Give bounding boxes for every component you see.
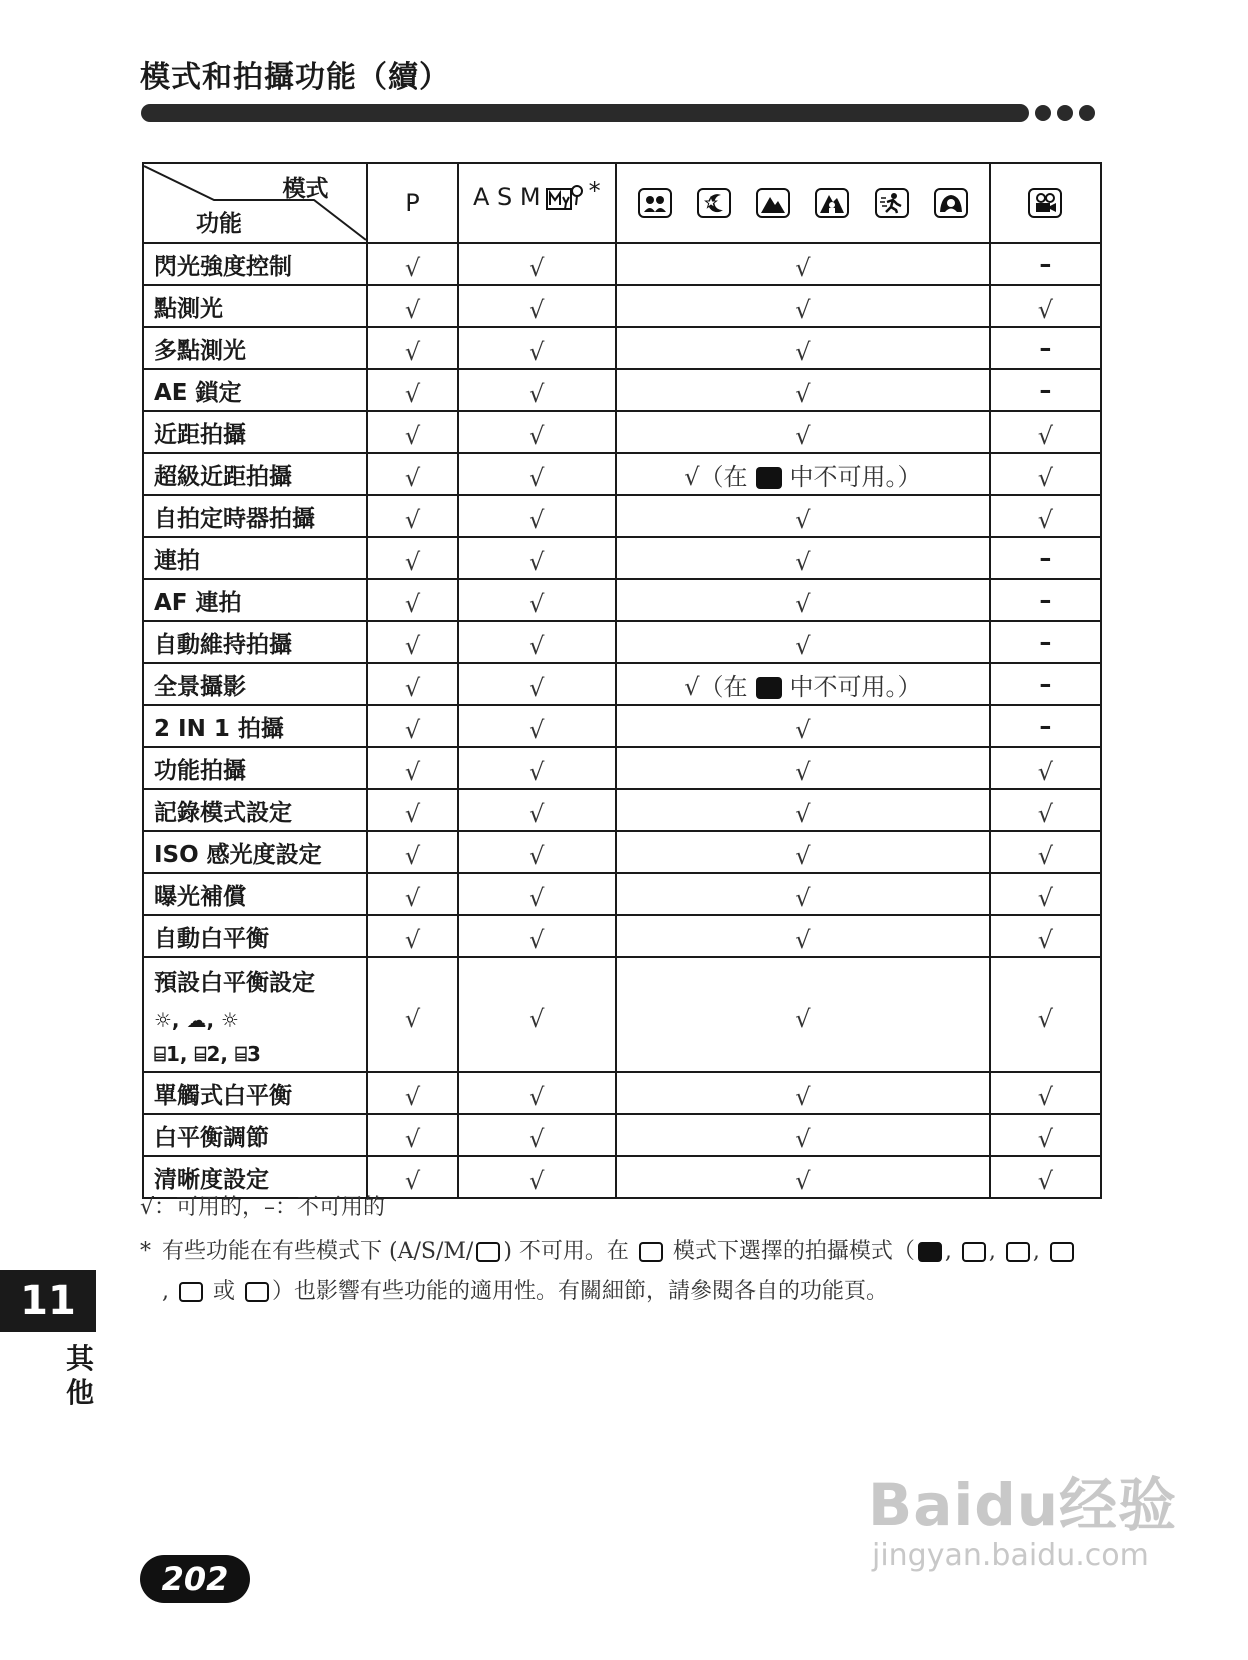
function-label: 點測光 [143, 285, 367, 327]
table-row [143, 243, 1101, 285]
table-row [143, 621, 1101, 663]
movie-mode-mark: √ [1037, 422, 1054, 450]
scene-mode-mark: √ [795, 548, 811, 576]
footnote-text: 或 [213, 1279, 236, 1304]
table-row [143, 663, 1101, 705]
table-row [143, 1072, 1101, 1114]
asm-mode-mark: √ [529, 380, 545, 408]
scene-mode-mark: √ [795, 506, 811, 534]
footnote-asterisk: * [140, 1239, 151, 1264]
column-header-asm [458, 163, 616, 243]
function-label: 功能拍攝 [143, 747, 367, 789]
function-label: 自動白平衡 [143, 915, 367, 957]
corner-header [143, 163, 367, 243]
wb-sun-cloud-icons: ☼, ☁, ☼ [154, 1008, 239, 1032]
p-mode-mark: √ [404, 1167, 421, 1195]
p-mode-mark: √ [404, 380, 421, 408]
table-row [143, 873, 1101, 915]
table-header-row [143, 163, 1101, 243]
asm-mode-mark: √ [529, 926, 545, 954]
scene-mode-mark: √ [795, 590, 811, 618]
asm-mode-mark: √ [529, 464, 545, 492]
watermark-url: jingyan.baidu.com [872, 1538, 1149, 1573]
scene-mode-note [616, 663, 990, 705]
movie-icon [1028, 188, 1062, 218]
night-scene-icon [697, 188, 731, 218]
function-label: 近距拍攝 [143, 411, 367, 453]
scene-note-prefix: √（在 [684, 462, 748, 491]
scene-mode-mark: √ [795, 338, 811, 366]
p-mode-mark: √ [404, 506, 421, 534]
asm-label: A S M [472, 183, 541, 211]
table-row [143, 1114, 1101, 1156]
function-label: AE 鎖定 [143, 369, 367, 411]
landscape-portrait-icon [1050, 1242, 1074, 1262]
function-label: 白平衡調節 [143, 1114, 367, 1156]
movie-mode-mark: – [1039, 670, 1052, 698]
asm-mode-mark: √ [529, 674, 545, 702]
p-mode-mark: √ [404, 926, 421, 954]
table-row [143, 369, 1101, 411]
p-mode-mark: √ [404, 590, 421, 618]
footnote [140, 1232, 1080, 1312]
table-row [143, 579, 1101, 621]
p-mode-mark: √ [404, 674, 421, 702]
title-dot [1079, 105, 1095, 121]
movie-mode-mark: – [1039, 712, 1052, 740]
p-mode-mark: √ [404, 422, 421, 450]
movie-mode-mark: √ [1037, 1004, 1054, 1033]
footnote-text: ) 不可用。在 [503, 1239, 629, 1264]
scene-note-suffix: 中不可用。） [789, 462, 922, 491]
p-mode-mark: √ [404, 758, 421, 786]
p-mode-mark: √ [404, 1083, 421, 1111]
footnote-text: ）也影響有些功能的適用性。有關細節，請參閱各自的功能頁。 [272, 1279, 889, 1304]
asm-mode-mark: √ [529, 884, 545, 912]
asm-mode-mark: √ [529, 590, 545, 618]
table-row [143, 705, 1101, 747]
movie-mode-mark: – [1039, 628, 1052, 656]
p-mode-mark: √ [404, 296, 421, 324]
diagonal-divider [144, 164, 368, 242]
function-label: 多點測光 [143, 327, 367, 369]
asm-mode-mark: √ [529, 1004, 545, 1033]
asm-mode-mark: √ [529, 842, 545, 870]
table-row [143, 327, 1101, 369]
sports-icon [245, 1282, 269, 1302]
table-row [143, 453, 1101, 495]
table-row [143, 831, 1101, 873]
asm-mode-mark: √ [529, 506, 545, 534]
scene-mode-note [616, 453, 990, 495]
movie-mode-mark: √ [1037, 842, 1054, 870]
p-mode-mark: √ [404, 716, 421, 744]
corner-mode-label: 模式 [282, 176, 329, 202]
asm-mode-mark: √ [529, 338, 545, 366]
portrait-icon [638, 188, 672, 218]
scene-mode-mark: √ [795, 800, 811, 828]
footnote-text: 模式下選擇的拍攝模式（ [672, 1239, 915, 1264]
movie-mode-mark: – [1039, 334, 1052, 362]
movie-mode-mark: – [1039, 250, 1052, 278]
scene-mode-mark: √ [795, 1125, 811, 1153]
p-mode-mark: √ [404, 800, 421, 828]
movie-mode-mark: √ [1037, 1125, 1054, 1153]
function-label: 超級近距拍攝 [143, 453, 367, 495]
portrait-icon [756, 467, 782, 489]
movie-mode-mark: – [1039, 376, 1052, 404]
function-label: 清晰度設定 [143, 1156, 367, 1198]
movie-mode-mark: √ [1037, 884, 1054, 912]
scene-mode-mark: √ [795, 926, 811, 954]
scene-mode-mark: √ [795, 884, 811, 912]
column-header-scenes [616, 163, 990, 243]
wb-preset-icons [154, 1003, 366, 1071]
function-label: ISO 感光度設定 [143, 831, 367, 873]
p-mode-mark: √ [404, 338, 421, 366]
title-rule [141, 104, 1029, 122]
movie-mode-mark: √ [1037, 758, 1054, 786]
movie-mode-mark: – [1039, 586, 1052, 614]
scene-mode-mark: √ [795, 842, 811, 870]
portrait-icon [756, 677, 782, 699]
table-row [143, 285, 1101, 327]
asm-mode-mark: √ [529, 422, 545, 450]
movie-mode-mark: √ [1037, 464, 1054, 492]
column-header-movie [990, 163, 1101, 243]
footnote-text: , [988, 1239, 996, 1264]
portrait-icon [918, 1242, 942, 1262]
function-label: 自拍定時器拍攝 [143, 495, 367, 537]
watermark-logo: Baidu经验 [868, 1471, 1178, 1539]
p-mode-mark: √ [404, 632, 421, 660]
asm-mode-mark: √ [529, 1083, 545, 1111]
asm-asterisk: * [588, 177, 601, 205]
function-label: 全景攝影 [143, 663, 367, 705]
scene-mode-mark: √ [795, 380, 811, 408]
function-label: 預設白平衡設定 [154, 970, 315, 996]
asm-mode-mark: √ [529, 716, 545, 744]
sports-icon [875, 188, 909, 218]
footnote-text: , [162, 1279, 169, 1304]
function-label-multiline [143, 957, 367, 1072]
footnote-text: , [1032, 1239, 1040, 1264]
page-number: 202 [140, 1555, 250, 1603]
mode-function-table [142, 162, 1102, 1199]
self-portrait-icon [934, 188, 968, 218]
table-row [143, 747, 1101, 789]
p-mode-mark: √ [404, 548, 421, 576]
scene-mode-mark: √ [795, 632, 811, 660]
table-row [143, 915, 1101, 957]
p-mode-mark: √ [404, 884, 421, 912]
my-mode-icon [545, 183, 585, 211]
function-label: 單觸式白平衡 [143, 1072, 367, 1114]
chapter-label: 其他 [65, 1342, 94, 1409]
page-title: 模式和拍攝功能（續） [140, 60, 450, 95]
asm-mode-mark: √ [529, 296, 545, 324]
function-label: 自動維持拍攝 [143, 621, 367, 663]
legend: √：可用的，–：不可用的 [140, 1195, 386, 1220]
p-mode-mark: √ [404, 1125, 421, 1153]
scene-note-suffix: 中不可用。） [789, 672, 922, 701]
p-mode-mark: √ [404, 842, 421, 870]
landscape-portrait-icon [815, 188, 849, 218]
asm-mode-mark: √ [529, 1125, 545, 1153]
scene-note-prefix: √（在 [684, 672, 748, 701]
asm-mode-mark: √ [529, 254, 545, 282]
scene-mode-mark: √ [795, 1167, 811, 1195]
asm-mode-mark: √ [529, 1167, 545, 1195]
asm-mode-mark: √ [529, 758, 545, 786]
self-portrait-icon [179, 1282, 203, 1302]
function-label: 曝光補償 [143, 873, 367, 915]
movie-mode-mark: √ [1037, 926, 1054, 954]
scene-mode-mark: √ [795, 422, 811, 450]
my-mode-icon [639, 1242, 663, 1262]
scene-mode-mark: √ [795, 1004, 811, 1033]
chapter-tab: 11 [0, 1270, 96, 1332]
column-header-p: P [367, 163, 457, 243]
scene-mode-mark: √ [795, 1083, 811, 1111]
function-label: AF 連拍 [143, 579, 367, 621]
table-row [143, 957, 1101, 1072]
watermark [868, 1458, 1177, 1573]
movie-mode-mark: √ [1037, 1083, 1054, 1111]
scene-mode-mark: √ [795, 254, 811, 282]
asm-mode-mark: √ [529, 800, 545, 828]
title-dot [1035, 105, 1051, 121]
table-row [143, 537, 1101, 579]
corner-function-label: 功能 [196, 211, 242, 237]
asm-mode-mark: √ [529, 632, 545, 660]
movie-mode-mark: √ [1037, 506, 1054, 534]
function-label: 閃光強度控制 [143, 243, 367, 285]
function-label: 記錄模式設定 [143, 789, 367, 831]
night-scene-icon [962, 1242, 986, 1262]
movie-mode-mark: – [1039, 544, 1052, 572]
table-row [143, 411, 1101, 453]
movie-mode-mark: √ [1037, 296, 1054, 324]
movie-mode-mark: √ [1037, 1167, 1054, 1195]
footnote-text: , [944, 1239, 952, 1264]
p-mode-mark: √ [404, 464, 421, 492]
table-row [143, 789, 1101, 831]
table-row [143, 495, 1101, 537]
title-dot [1057, 105, 1073, 121]
scene-mode-mark: √ [795, 758, 811, 786]
footnote-text: 有些功能在有些模式下 (A/S/M/ [162, 1239, 474, 1264]
scene-mode-mark: √ [795, 716, 811, 744]
asm-mode-mark: √ [529, 548, 545, 576]
landscape-icon [1006, 1242, 1030, 1262]
p-mode-mark: √ [404, 1004, 421, 1033]
p-mode-mark: √ [404, 254, 421, 282]
function-label: 2 IN 1 拍攝 [143, 705, 367, 747]
function-label: 連拍 [143, 537, 367, 579]
my-mode-icon [476, 1242, 500, 1262]
scene-mode-mark: √ [795, 296, 811, 324]
wb-fluorescent-icons: ⌸1, ⌸2, ⌸3 [154, 1042, 261, 1066]
landscape-icon [756, 188, 790, 218]
movie-mode-mark: √ [1037, 800, 1054, 828]
